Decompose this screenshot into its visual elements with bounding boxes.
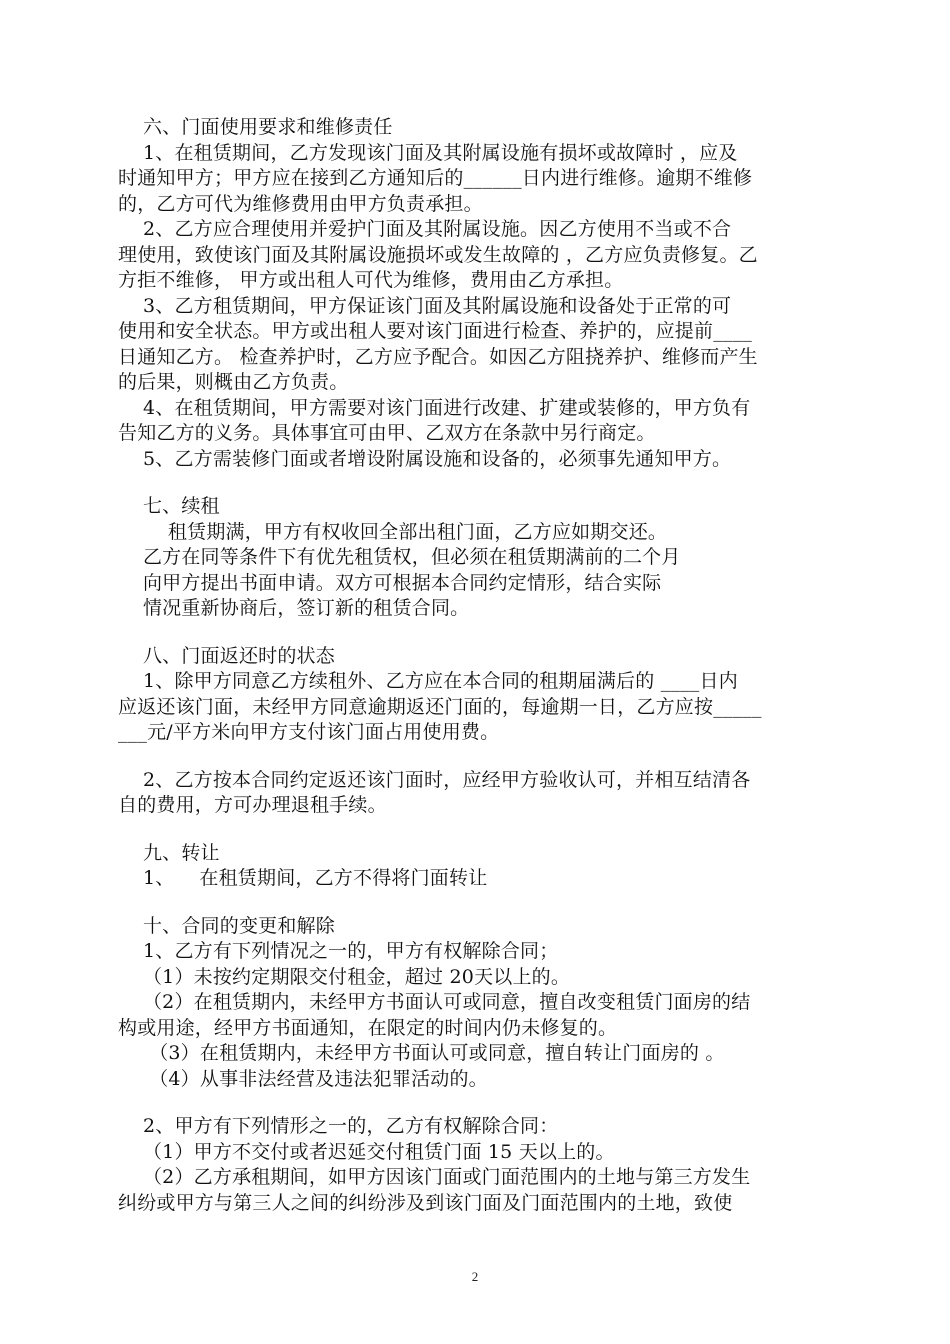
paragraph-line: 使用和安全状态。甲方或出租人要对该门面进行检查、养护的，应提前____ [118,320,753,342]
spacer [118,1092,842,1114]
paragraph-line: 纠纷或甲方与第三人之间的纠纷涉及到该门面及门面范围内的土地，致使 [118,1191,733,1214]
paragraph-line: 自的费用，方可办理退租手续。 [118,794,387,816]
paragraph-line: 1、除甲方同意乙方续租外、乙方应在本合同的租期届满后的 ____日内 [118,670,738,692]
section-8-clause-2 [118,768,842,819]
paragraph-line: 构或用途，经甲方书面通知，在限定的时间内仍未修复的。 [118,1016,618,1039]
section-10-clause-2 [118,1114,842,1216]
paragraph-line: 日通知乙方。 检查养护时，乙方应予配合。如因乙方阻挠养护、维修而产生 [118,345,758,368]
paragraph-line: 的后果，则概由乙方负责。 [118,371,349,393]
paragraph-line: 时通知甲方；甲方应在接到乙方通知后的______日内进行维修。逾期不维修 [118,167,753,189]
paragraph-line: 应返还该门面，未经甲方同意逾期返还门面的，每逾期一日，乙方应按_____ [118,695,762,718]
section-10-change-termination [118,914,842,1093]
section-heading: 十、合同的变更和解除 [118,914,335,937]
paragraph-line: 租赁期满，甲方有权收回全部出租门面，乙方应如期交还。 [118,520,668,543]
section-heading: 八、门面返还时的状态 [118,644,335,667]
section-6-maintenance [118,115,842,472]
paragraph-line: （2）乙方承租期间，如甲方因该门面或门面范围内的土地与第三方发生 [118,1166,751,1188]
section-heading: 九、转让 [118,841,220,864]
section-8-return-state [118,644,842,746]
paragraph-line: ___元/平方米向甲方支付该门面占用使用费。 [118,721,500,743]
paragraph-line: 情况重新协商后，签订新的租赁合同。 [118,597,470,619]
page-number: 2 [471,1269,479,1284]
paragraph-line: 2、乙方按本合同约定返还该门面时，应经甲方验收认可，并相互结清各 [118,768,751,791]
paragraph-line: 1、在租赁期间，乙方发现该门面及其附属设施有损坏或故障时 ，应及 [118,141,738,164]
document-body [118,115,842,1216]
paragraph-line: 1、乙方有下列情况之一的，甲方有权解除合同； [118,940,559,962]
section-heading: 七、续租 [118,495,220,517]
spacer [118,622,842,644]
paragraph-line: 乙方在同等条件下有优先租赁权，但必须在租赁期满前的二个月 [118,546,681,568]
paragraph-line: 1、 在租赁期间，乙方不得将门面转让 [118,867,488,889]
paragraph-line: （3）在租赁期内，未经甲方书面认可或同意，擅自转让门面房的 。 [118,1042,725,1064]
paragraph-line: （2）在租赁期内，未经甲方书面认可或同意，擅自改变租赁门面房的结 [118,991,751,1013]
spacer [118,892,842,914]
paragraph-line: 告知乙方的义务。具体事宜可由甲、乙双方在条款中另行商定。 [118,422,656,444]
spacer [118,746,842,768]
section-7-renewal [118,494,842,622]
paragraph-line: 3、乙方租赁期间，甲方保证该门面及其附属设施和设备处于正常的可 [118,294,732,317]
paragraph-line: （4）从事非法经营及违法犯罪活动的。 [118,1067,488,1090]
paragraph-line: 方拒不维修， 甲方或出租人可代为维修，费用由乙方承担。 [118,269,624,291]
spacer [118,472,842,494]
paragraph-line: 向甲方提出书面申请。双方可根据本合同约定情形，结合实际 [118,571,662,594]
paragraph-line: 2、乙方应合理使用并爱护门面及其附属设施。因乙方使用不当或不合 [118,218,732,240]
paragraph-line: （1）甲方不交付或者迟延交付租赁门面 15 天以上的。 [118,1140,615,1163]
section-heading: 六、门面使用要求和维修责任 [118,116,393,138]
paragraph-line: 4、在租赁期间，甲方需要对该门面进行改建、扩建或装修的，甲方负有 [118,396,751,419]
paragraph-line: 5、乙方需装修门面或者增设附属设施和设备的，必须事先通知甲方。 [118,447,732,470]
paragraph-line: （1）未按约定期限交付租金，超过 20天以上的。 [118,965,571,988]
paragraph-line: 的，乙方可代为维修费用由甲方负责承担。 [118,192,483,215]
paragraph-line: 2、甲方有下列情形之一的，乙方有权解除合同： [118,1115,559,1137]
spacer [118,819,842,841]
paragraph-line: 理使用，致使该门面及其附属设施损坏或发生故障的 ，乙方应负责修复。乙 [118,243,758,266]
section-9-transfer [118,841,842,892]
